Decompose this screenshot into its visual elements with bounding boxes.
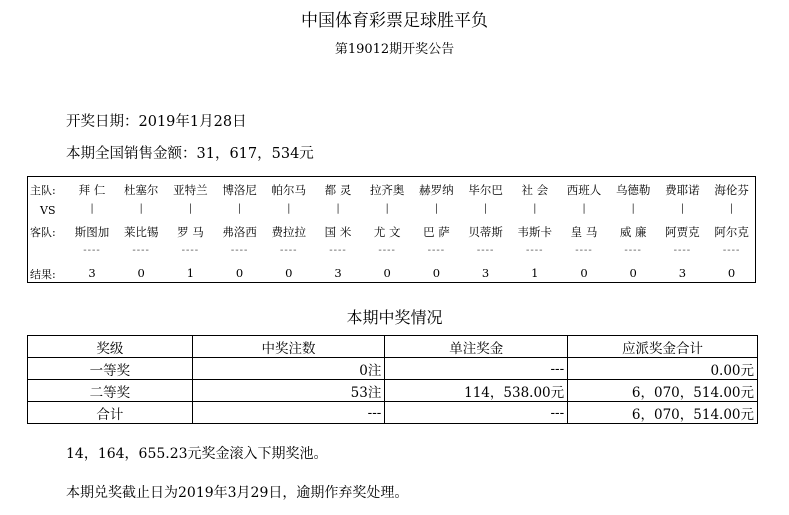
match-result: 3 [481,266,490,280]
vs-separator: | [237,203,242,214]
away-team: 国 米 [324,225,352,239]
prize-level: 合计 [28,402,193,424]
home-team: 拜 仁 [78,183,106,197]
row-divider: ---- [526,245,544,256]
home-team: 社 会 [521,183,549,197]
vs-separator: | [533,203,537,214]
vs-separator: | [90,203,94,214]
row-divider: ---- [575,245,593,256]
page-title: 中国体育彩票足球胜平负 [301,11,488,31]
rollover-note: 14，164，655.23元奖金滚入下期奖池。 [66,446,328,462]
header-total-prize: 应派奖金合计 [568,336,758,358]
vs-separator: | [139,203,143,214]
vs-separator: | [582,203,586,214]
single-prize: 114，538.00元 [385,380,568,402]
away-team: 贝蒂斯 [468,225,503,239]
away-team: 巴 萨 [423,225,450,239]
single-prize: --- [385,402,568,424]
home-team: 赫罗纳 [419,183,454,197]
away-team: 韦斯卡 [517,225,553,239]
match-result: 0 [235,266,244,280]
vs-separator: | [631,203,635,214]
row-divider: ---- [83,245,101,256]
row-divider: ---- [427,245,446,256]
row-divider: ---- [722,245,741,256]
match-result: 0 [580,266,588,280]
deadline-note: 本期兑奖截止日为2019年3月29日，逾期作弃奖处理。 [66,485,409,501]
vs-row-label: VS [40,204,56,217]
match-result: 0 [432,266,441,280]
sales-amount: 本期全国销售金额：31，617，534元 [66,146,314,162]
total-prize: 6，070，514.00元 [568,380,758,402]
prize-header-row [28,336,758,358]
away-team: 威 廉 [619,225,647,239]
row-divider: ---- [329,245,347,256]
total-prize: 6，070，514.00元 [568,402,758,424]
away-team: 皇 马 [570,225,598,239]
match-result: 3 [334,266,342,280]
home-team: 毕尔巴 [468,183,503,197]
away-team: 斯图加 [74,225,110,239]
row-divider: ---- [181,245,200,256]
row-divider: ---- [132,245,150,256]
vs-separator: | [336,203,340,214]
home-team: 海伦芬 [714,183,749,197]
row-divider: ---- [230,245,249,256]
match-result: 0 [727,266,736,280]
home-team: 杜塞尔 [123,183,159,197]
away-team: 莱比锡 [123,225,159,239]
row-divider: ---- [378,245,396,256]
header-single-prize: 单注奖金 [385,336,568,358]
home-team: 博洛尼 [222,183,257,197]
away-team: 阿贾克 [665,225,700,239]
away-team: 尤 文 [373,225,401,239]
match-result: 0 [137,266,145,280]
header-level: 奖级 [28,336,193,358]
home-row-label: 主队: [30,184,56,197]
result-row-label: 结果: [30,268,56,281]
winner-count: 0注 [192,358,385,380]
vs-separator: | [385,203,389,214]
row-divider: ---- [673,245,692,256]
home-team: 都 灵 [324,183,352,197]
vs-separator: | [287,203,291,214]
match-table [27,176,756,283]
row-divider: ---- [280,245,298,256]
winner-count: 53注 [192,380,385,402]
prize-section-title: 本期中奖情况 [346,308,443,327]
winner-count: --- [192,402,385,424]
home-team: 亚特兰 [173,183,208,197]
away-row-label: 客队: [30,226,56,239]
match-result: 0 [629,266,637,280]
vs-separator: | [483,203,488,214]
vs-separator: | [434,203,439,214]
home-team: 拉齐奥 [369,183,405,197]
header-count: 中奖注数 [192,336,385,358]
draw-date: 开奖日期：2019年1月28日 [66,114,247,130]
home-team: 费耶诺 [665,183,700,197]
match-result: 3 [88,266,96,280]
match-result: 3 [678,266,687,280]
issue-subtitle: 第19012期开奖公告 [334,42,455,57]
single-prize: --- [385,358,568,380]
table-row [28,402,758,424]
vs-separator: | [680,203,685,214]
vs-separator: | [188,203,193,214]
vs-separator: | [729,203,734,214]
away-team: 费拉拉 [271,225,307,239]
row-divider: ---- [624,245,642,256]
prize-level: 一等奖 [28,358,193,380]
home-team: 西班人 [566,183,602,197]
match-result: 0 [383,266,391,280]
table-row [28,358,758,380]
match-result: 0 [285,266,293,280]
match-result: 1 [186,266,195,280]
total-prize: 0.00元 [568,358,758,380]
table-row [28,380,758,402]
home-team: 乌德勒 [615,183,651,197]
home-team: 帕尔马 [271,183,307,197]
prize-level: 二等奖 [28,380,193,402]
prize-table [27,335,758,424]
away-team: 罗 马 [177,225,204,239]
away-team: 阿尔克 [714,225,749,239]
row-divider: ---- [476,245,495,256]
away-team: 弗洛西 [222,225,257,239]
match-result: 1 [531,266,539,280]
